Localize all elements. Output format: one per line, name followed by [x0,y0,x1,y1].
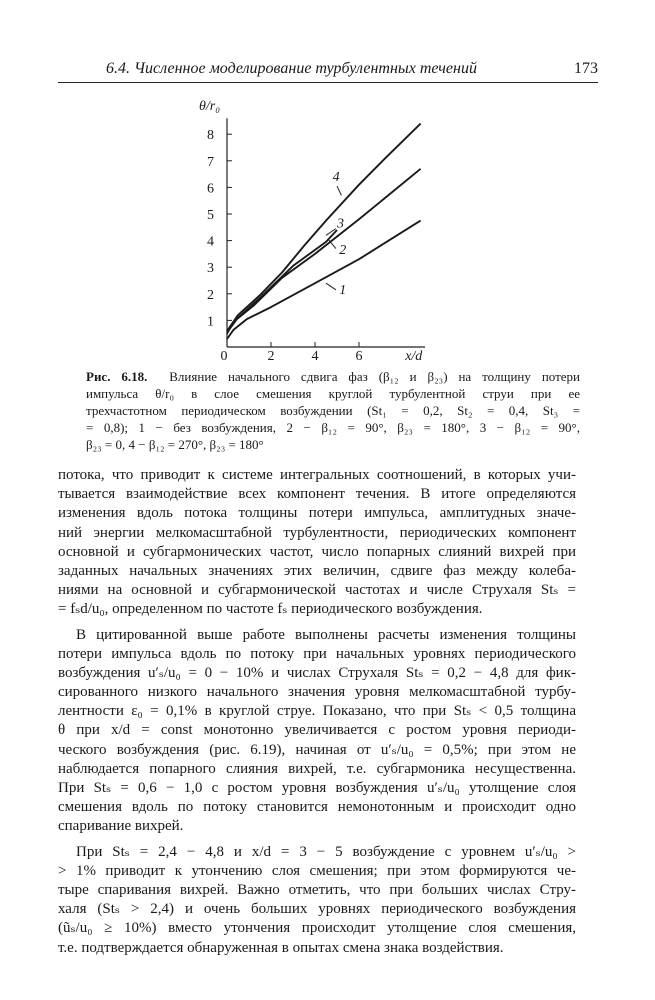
running-head-title: 6.4. Численное моделирование турбулентных течений [106,60,477,77]
caption-line: = 0,8); 1 − без возбуждения, 2 − β₁₂ = 90°, β₂₃ = 180°, 3 − β₁₂ = 90°, [86,420,580,435]
x-tick-label: 0 [220,349,228,362]
paragraph-2-line: смешения вдоль по потоку становится немонотонным и происходит одно [58,799,576,816]
paragraph-1-line: потока, что приводит к системе интегральных соотношений, в которых учи- [58,467,576,483]
paragraph-2-line: θ при x/d = const монотонно увеличивается с ростом уровня периоди- [58,722,576,739]
paragraph-2-line: наблюдается попарного слияния вихрей, т.е. субгармоника несущественна. [58,760,576,777]
series-line-1 [227,221,421,339]
curve-label-1: 1 [339,282,347,298]
caption-line: импульса θ/r₀ в слое смешения круглой турбулентной струи при ее [86,386,580,401]
paragraph-2-line: возбуждения u′ₛ/u₀ = 0 − 10% и числах Струхаля Stₛ = 0,2 − 4,8 для фик- [58,664,576,681]
paragraph-3-line: При Stₛ = 2,4 − 4,8 и x/d = 3 − 5 возбуждение с уровнем u′ₛ/u₀ > [76,843,576,860]
header-rule [58,82,598,83]
y-tick-label: 1 [207,314,214,330]
paragraph-1-line: = fₛd/u₀, определенном по частоте fₛ периодического возбуждения. [58,601,483,618]
paragraph-2-line: В цитированной выше работе выполнены расчеты изменения толщины [76,626,576,643]
curve-label-leader-1 [326,283,336,290]
paragraph-3-line: халя (Stₛ > 2,4) и очень больших уровнях периодического возбуждения [58,901,576,918]
y-axis-label: θ/r₀ [199,99,221,114]
paragraph-1-line: тывается взаимодействие всех компонент течения. В итоге определяются [58,486,576,503]
body-text [58,466,576,958]
y-tick-label: 8 [207,128,214,144]
paragraph-1-line: заданных начальных значениях этих величин, сдвиге фаз между колеба- [58,562,576,579]
paragraph-2-line: сированного низкого начального значения уровня мелкомасштабной турбу- [58,684,576,701]
y-tick-label: 6 [207,181,214,197]
caption-line: трехчастотном периодическом возбуждении (St₁ = 0,2, St₂ = 0,4, St₃ = [86,403,580,418]
paragraph-2-line: лентности ε₀ = 0,1% в круглой струе. Показано, что при Stₛ < 0,5 толщина [58,703,576,720]
page-number: 173 [574,60,598,77]
series-line-2 [227,169,421,334]
running-head [58,60,598,82]
caption-line: β₂₃ = 0, 4 − β₁₂ = 270°, β₂₃ = 180° [86,437,264,452]
x-tick-label: 4 [311,349,319,362]
caption-line: Рис. 6.18. Влияние начального сдвига фаз (β₁₂ и β₂₃) на толщину потери [86,369,581,384]
curve-label-4: 4 [332,169,340,185]
curve-label-2: 2 [339,242,347,258]
paragraph-3-line: тыре спаривания вихрей. Важно отметить, что при больших числах Стру- [58,881,576,898]
curve-label-3: 3 [337,216,344,232]
paragraph-2-line: ческого возбуждения (рис. 6.19), начиная от u′ₛ/u₀ = 0,5%; при этом не [58,741,576,758]
paragraph-3-line: (ũₛ/u₀ ≥ 10%) вместо утончения происходит утолщение слоя смешения, [58,920,576,937]
curve-label-leader-4 [337,186,341,195]
x-tick-label: 6 [355,349,363,362]
x-tick-label: 2 [267,349,275,362]
paragraph-3-line: > 1% приводит к утончению слоя смешения; при этом формируются че- [58,862,576,879]
paragraph-1-line: изменения вдоль потока толщины потери импульса, амплитудных значе- [58,505,576,522]
figure-caption [86,368,580,453]
paragraph-3-line: т.е. подтверждается обнаруженная в опытах смена знака воздействия. [58,939,504,956]
series-line-4 [227,124,421,331]
y-tick-label: 7 [207,154,214,170]
y-tick-label: 2 [207,287,214,303]
paragraph-1-line: ниями на основной и субгармонической частотах и числе Струхаля Stₛ = [58,582,576,599]
y-tick-label: 4 [207,234,214,250]
x-axis-label: x/d [405,349,423,362]
figure-6-18-chart [180,96,450,362]
y-tick-label: 5 [207,208,214,223]
caption-label: Рис. 6.18. [86,369,148,384]
paragraph-1-line: основной и субгармонических частот, число попарных слияний вихрей при [58,543,576,560]
y-tick-label: 3 [207,261,214,277]
paragraph-2-line: спаривание вихрей. [58,818,184,835]
paragraph-1-line: ний энергии мелкомасштабной турбулентности, периодических компонент [58,524,576,541]
paragraph-2-line: При Stₛ = 0,6 − 1,0 с ростом уровня возбуждения u′ₛ/u₀ утолщение слоя [58,780,576,796]
paragraph-2-line: потери импульса вдоль по потоку при начальных уровнях периодического [58,645,576,662]
